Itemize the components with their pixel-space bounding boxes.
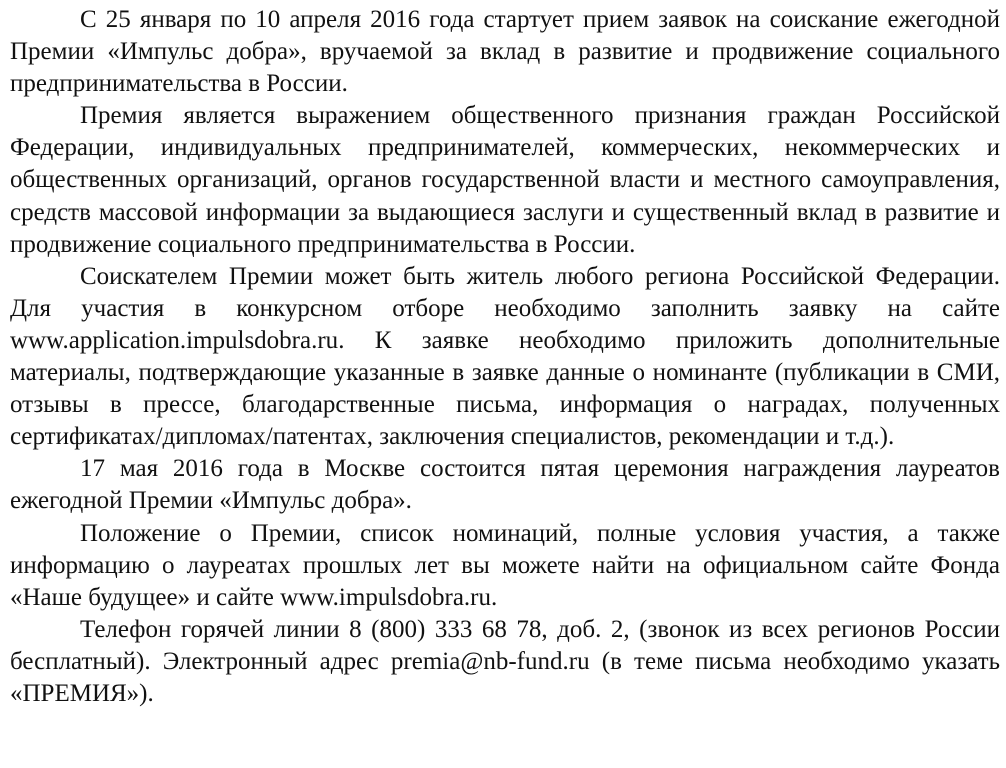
eligibility-text-end: . К заявке необходимо приложить дополнительные материалы, подтверждающие указанные в заявке данные о номинанте (публикации в СМИ, отзывы в прессе, благодарственные письма, информация о наградах, полученных сертификатах/дипломах/патентах, заключения специалистов, рекомендации и т.д.).	[10, 326, 1000, 451]
more-info-text-end: .	[491, 583, 498, 611]
more-info-text-start: Положение о Премии, список номинаций, полные условия участия, а также информацию о лауреатах прошлых лет вы можете найти на официальном сайте Фонда «Наше будущее» и сайте	[10, 519, 1000, 611]
eligibility-text-start: Соискателем Премии может быть житель любого региона Российской Федерации. Для участия в конкурсном отборе необходимо заполнить заявку на сайте	[10, 262, 1000, 322]
paragraph-ceremony: 17 мая 2016 года в Москве состоится пятая церемония награждения лауреатов ежегодной Премии «Импульс добра».	[10, 455, 1000, 515]
email-link[interactable]: premia@nb-fund.ru	[390, 647, 590, 675]
paragraph-prize-description: Премия является выражением общественного признания граждан Российской Федерации, индивидуальных предпринимателей, коммерческих, некоммерческих и общественных организаций, органов государственной власти и местного самоуправления, средств массовой информации за выдающиеся заслуги и существенный вклад в развитие и продвижение социального предпринимательства в России.	[10, 102, 1000, 258]
document-body	[10, 4, 1000, 710]
paragraph-application-dates: С 25 января по 10 апреля 2016 года стартует прием заявок на соискание ежегодной Премии «Импульс добра», вручаемой за вклад в развитие и продвижение социального предпринимательства в России.	[10, 6, 1000, 98]
impulsdobra-site-link[interactable]: www.impulsdobra.ru	[280, 583, 491, 611]
paragraph-eligibility	[10, 261, 1000, 454]
contacts-text-end: (в теме письма необходимо указать «ПРЕМИЯ»).	[10, 647, 1000, 707]
paragraph-more-info	[10, 518, 1000, 614]
contacts-text-start: Телефон горячей линии 8 (800) 333 68 78, доб. 2, (звонок из всех регионов России бесплатный). Электронный адрес	[10, 615, 1000, 675]
paragraph-contacts	[10, 614, 1000, 710]
application-site-link[interactable]: www.application.impulsdobra.ru	[10, 326, 339, 354]
